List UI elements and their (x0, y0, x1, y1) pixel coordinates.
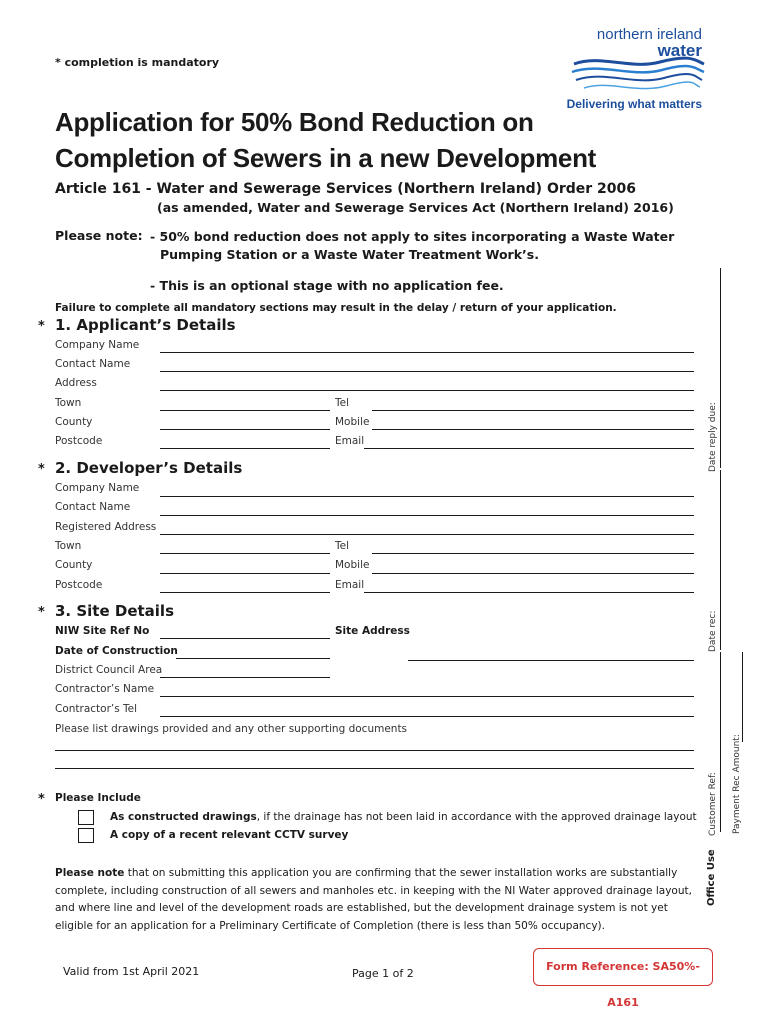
ni-water-logo (568, 26, 708, 114)
site-address-label: Site Address (335, 625, 410, 637)
date-reply-due-line[interactable] (720, 268, 721, 468)
constructed-drawings-bold: As constructed drawings (110, 811, 257, 823)
developer-company-name-field[interactable] (160, 496, 694, 497)
customer-ref-label: Customer Ref: (708, 772, 718, 836)
valid-from: Valid from 1st April 2021 (63, 965, 200, 978)
please-note-1 (150, 228, 674, 264)
developer-county-label: County (55, 559, 93, 571)
applicant-town-label: Town (55, 397, 82, 409)
drawings-field-line-2[interactable] (55, 768, 694, 769)
note-bold: Please note (55, 867, 125, 879)
payment-rec-amount-label: Payment Rec Amount: (732, 734, 742, 834)
contractors-name-field[interactable] (160, 696, 694, 697)
amended-reference: (as amended, Water and Sewerage Services Act (Northern Ireland) 2016) (157, 200, 674, 215)
date-rec-label: Date rec: (708, 610, 718, 652)
please-include-heading: Please Include (55, 792, 141, 804)
applicant-contact-name-label: Contact Name (55, 358, 131, 370)
section-3-heading: 3. Site Details (55, 602, 174, 620)
niw-site-ref-label: NIW Site Ref No (55, 625, 150, 637)
please-note-1b: Pumping Station or a Waste Water Treatment Work’s. (160, 247, 539, 262)
failure-note: Failure to complete all mandatory sections may result in the delay / return of your application. (55, 302, 617, 314)
contractors-tel-label: Contractor’s Tel (55, 703, 138, 715)
customer-ref-line[interactable] (720, 652, 721, 832)
water-waves-icon (570, 56, 706, 96)
developer-postcode-label: Postcode (55, 579, 103, 591)
submission-note (55, 865, 695, 935)
title-line-2: Completion of Sewers in a new Development (55, 143, 597, 173)
niw-site-ref-field[interactable] (160, 638, 330, 639)
applicant-town-field[interactable] (160, 410, 330, 411)
applicant-postcode-label: Postcode (55, 435, 103, 447)
applicant-email-field[interactable] (364, 448, 694, 449)
mandatory-star: * (38, 319, 45, 334)
drawings-prompt: Please list drawings provided and any other supporting documents (55, 723, 408, 735)
date-of-construction-field[interactable] (176, 658, 330, 659)
note-text: that on submitting this application you are confirming that the sewer installation works are substantially complete, including construction of all sewers and manholes etc. in keeping with the NI Water approved drainage layout, and where line and level of the development roads are established, but the development drainage system is not yet eligible for an application for a Preliminary Certificate of Completion (there is less than 50% occupancy). (55, 867, 692, 932)
developer-county-field[interactable] (160, 573, 330, 574)
applicant-company-name-field[interactable] (160, 352, 694, 353)
developer-registered-address-field[interactable] (160, 534, 694, 535)
section-1-heading: 1. Applicant’s Details (55, 316, 236, 334)
date-of-construction-label: Date of Construction (55, 645, 178, 657)
article-reference: Article 161 - Water and Sewerage Services (Northern Ireland) Order 2006 (55, 181, 637, 197)
payment-rec-line[interactable] (742, 652, 743, 742)
applicant-tel-label: Tel (335, 397, 350, 409)
applicant-tel-field[interactable] (372, 410, 694, 411)
district-council-field[interactable] (160, 677, 330, 678)
developer-postcode-field[interactable] (160, 592, 330, 593)
applicant-contact-name-field[interactable] (160, 371, 694, 372)
constructed-drawings-label (110, 811, 697, 823)
contractors-name-label: Contractor’s Name (55, 683, 155, 695)
cctv-survey-label: A copy of a recent relevant CCTV survey (110, 829, 349, 841)
applicant-county-label: County (55, 416, 93, 428)
applicant-email-label: Email (335, 435, 365, 447)
date-rec-line[interactable] (720, 470, 721, 650)
mandatory-star: * (38, 605, 45, 620)
developer-tel-field[interactable] (372, 553, 694, 554)
section-2-heading: 2. Developer’s Details (55, 459, 243, 477)
mandatory-star: * (38, 792, 45, 807)
logo-tagline: Delivering what matters (566, 97, 702, 111)
applicant-postcode-field[interactable] (160, 448, 330, 449)
applicant-address-field[interactable] (160, 390, 694, 391)
form-reference: Form Reference: SA50%-A161 (533, 948, 713, 986)
applicant-mobile-field[interactable] (372, 429, 694, 430)
title-line-1: Application for 50% Bond Reduction on (55, 107, 534, 137)
applicant-county-field[interactable] (160, 429, 330, 430)
developer-registered-address-label: Registered Address (55, 521, 157, 533)
contractors-tel-field[interactable] (160, 716, 694, 717)
constructed-drawings-checkbox[interactable] (78, 810, 94, 825)
applicant-company-name-label: Company Name (55, 339, 140, 351)
drawings-field-line-1[interactable] (55, 750, 694, 751)
logo-water: water (657, 41, 702, 60)
developer-contact-name-label: Contact Name (55, 501, 131, 513)
site-address-field[interactable] (408, 660, 694, 661)
logo-name: northern ireland (596, 26, 702, 43)
page-number: Page 1 of 2 (352, 967, 414, 980)
developer-mobile-label: Mobile (335, 559, 370, 571)
office-use-label: Office Use (706, 849, 717, 906)
developer-email-field[interactable] (364, 592, 694, 593)
date-reply-due-label: Date reply due: (708, 402, 718, 472)
applicant-address-label: Address (55, 377, 97, 389)
mandatory-note: * completion is mandatory (55, 56, 220, 69)
constructed-drawings-rest: , if the drainage has not been laid in accordance with the approved drainage layout (256, 811, 697, 823)
cctv-survey-checkbox[interactable] (78, 828, 94, 843)
developer-contact-name-field[interactable] (160, 515, 694, 516)
developer-mobile-field[interactable] (372, 573, 694, 574)
developer-email-label: Email (335, 579, 365, 591)
page-title (55, 104, 596, 176)
developer-company-name-label: Company Name (55, 482, 140, 494)
mandatory-star: * (38, 462, 45, 477)
please-note-2: - This is an optional stage with no application fee. (150, 278, 504, 293)
please-note-1a: - 50% bond reduction does not apply to sites incorporating a Waste Water (150, 229, 675, 244)
developer-town-label: Town (55, 540, 82, 552)
applicant-mobile-label: Mobile (335, 416, 370, 428)
district-council-label: District Council Area (55, 664, 163, 676)
developer-town-field[interactable] (160, 553, 330, 554)
please-note-label: Please note: (55, 228, 143, 243)
developer-tel-label: Tel (335, 540, 350, 552)
